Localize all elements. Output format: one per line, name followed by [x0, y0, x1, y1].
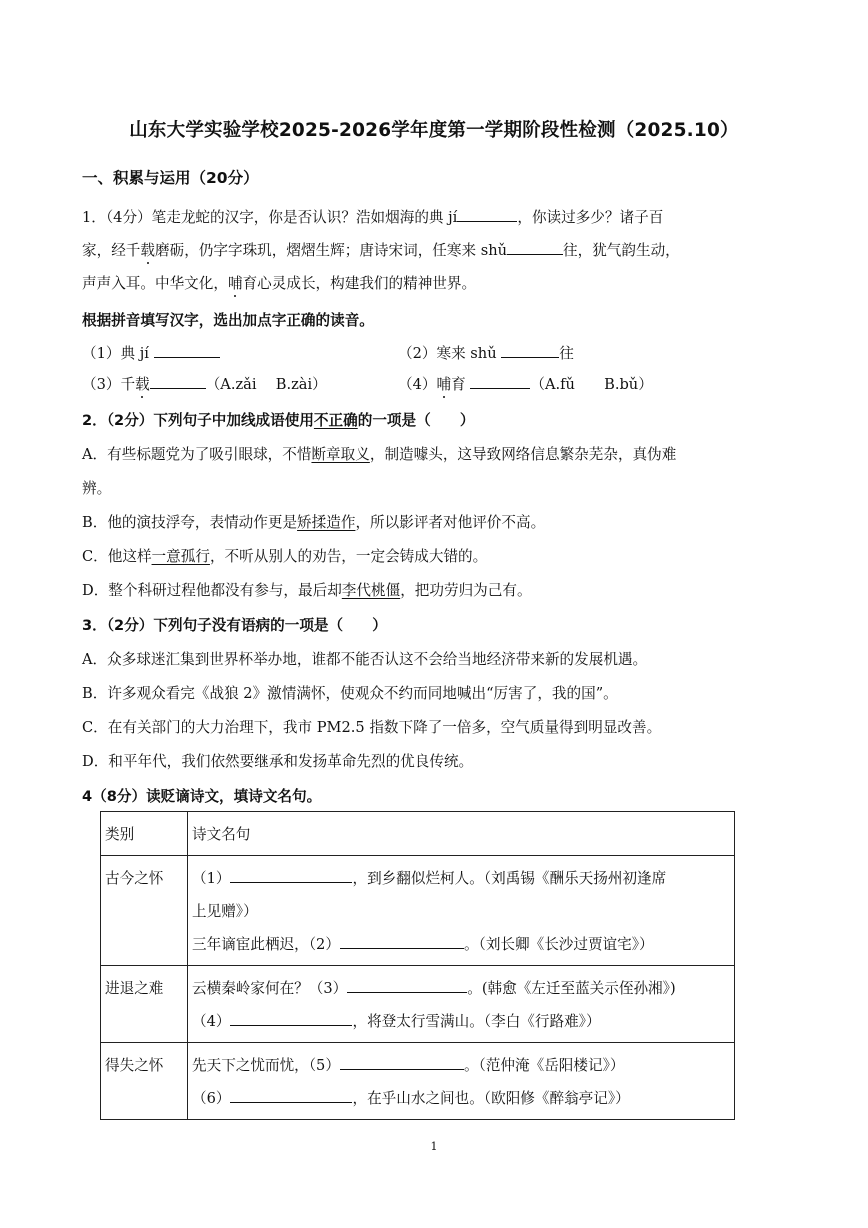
q3-option-d: D．和平年代，我们依然要继承和发扬革命先烈的优良传统。 [82, 753, 474, 770]
row-content [188, 966, 735, 1043]
sub-options: （A.zǎi B.zài） [205, 376, 327, 393]
poem-blank-4[interactable] [230, 1011, 352, 1026]
row-category: 古今之怀 [101, 856, 188, 966]
exam-title: 山东大学实验学校2025-2026学年度第一学期阶段性检测（2025.10） [129, 120, 739, 141]
q1-text: 磨砺，仍字字珠玑，熠熠生辉；唐诗宋词，任寒来 shǔ [155, 242, 507, 259]
option-text: ，制造噱头，这导致网络信息繁杂芜杂，真伪难 [369, 446, 677, 463]
sub1-blank[interactable] [154, 343, 220, 358]
sub-label: 往 [559, 345, 574, 362]
table-row [101, 856, 735, 966]
q2-stem-underlined: 不正确 [313, 412, 358, 429]
table-header-row [101, 812, 735, 856]
dotted-char: 哺 [227, 275, 243, 292]
poem-blank-6[interactable] [230, 1088, 352, 1103]
page-number: 1 [430, 1140, 438, 1153]
option-text: D．整个科研过程他都没有参与，最后却 [82, 582, 342, 599]
sub-label: （3）千 [82, 376, 136, 393]
option-text: A．有些标题党为了吸引眼球，不惜 [82, 446, 312, 463]
q2-option-a [82, 443, 792, 464]
poem-text: ，到乡翻似烂柯人。（刘禹锡《酬乐天扬州初逢席 [352, 870, 667, 887]
q1-text: 1．（4分）笔走龙蛇的汉字，你是否认识？浩如烟海的典 jí [82, 209, 458, 226]
poem-blank-3[interactable] [347, 978, 467, 993]
q1-sub-4 [398, 373, 718, 394]
q3-stem: 3．（2分）下列句子没有语病的一项是（ ） [82, 617, 387, 634]
row-content [188, 1043, 735, 1120]
poem-blank-5[interactable] [340, 1055, 464, 1070]
q1-blank-1[interactable] [457, 207, 517, 222]
sub4-blank[interactable] [470, 374, 530, 389]
q1-sub-3 [82, 373, 392, 394]
q2-option-c [82, 545, 792, 566]
sub-label: （2）寒来 shǔ [398, 345, 497, 362]
poem-text: 三年谪宦此栖迟，（2） [192, 936, 340, 953]
q2-stem-text: 2．（2分）下列句子中加线成语使用 [82, 412, 314, 429]
dotted-char: 哺 [436, 376, 452, 393]
header-category: 类别 [101, 812, 188, 856]
poem-text: 上见赠》） [192, 903, 258, 920]
q2-stem-text: 的一项是（ ） [357, 412, 475, 429]
poem-text: 先天下之忧而忧，（5） [192, 1057, 340, 1074]
q2-option-a-cont: 辨。 [82, 480, 112, 497]
poem-blank-1[interactable] [230, 868, 352, 883]
dotted-char: 载 [135, 376, 150, 393]
q2-stem [82, 409, 792, 430]
q1-line-2 [82, 239, 792, 260]
underlined-idiom: 一意孤行 [151, 548, 210, 565]
underlined-idiom: 断章取义 [311, 446, 370, 463]
sub-label: （4） [398, 376, 437, 393]
poem-text: （4） [192, 1013, 231, 1030]
poem-text: 。（刘长卿《长沙过贾谊宅》） [463, 936, 654, 953]
row-content [188, 856, 735, 966]
q4-stem: 4（8分）读贬谪诗文，填诗文名句。 [82, 788, 322, 805]
underlined-idiom: 李代桃僵 [341, 582, 401, 599]
sub-label: 育 [451, 376, 466, 393]
table-row [101, 966, 735, 1043]
q2-option-b [82, 511, 792, 532]
row-category: 得失之怀 [101, 1043, 188, 1120]
option-text: C．他这样 [82, 548, 152, 565]
option-text: B．他的演技浮夸，表情动作更是 [82, 514, 298, 531]
q1-line-1 [82, 206, 792, 227]
sub-label: （1）典 jí [82, 345, 149, 362]
row-category: 进退之难 [101, 966, 188, 1043]
q1-sub-1 [82, 342, 392, 363]
q1-text: 往，犹气韵生动， [563, 242, 680, 259]
header-content: 诗文名句 [188, 812, 735, 856]
poem-text: 。（范仲淹《岳阳楼记》） [463, 1057, 625, 1074]
q3-option-b: B．许多观众看完《战狼 2》激情满怀，使观众不约而同地喊出“厉害了，我的国”。 [82, 685, 618, 702]
poem-text: 云横秦岭家何在？（3） [192, 980, 348, 997]
option-text: ，所以影评者对他评价不高。 [355, 514, 546, 531]
sub-options: （A.fǔ B.bǔ） [530, 376, 653, 393]
q2-option-d [82, 579, 792, 600]
table-row [101, 1043, 735, 1120]
option-text: ，不听从别人的劝告，一定会铸成大错的。 [209, 548, 488, 565]
poem-text: 。(韩愈《左迁至蓝关示侄孙湘》) [467, 980, 676, 997]
q1-text: 声声入耳。中华文化， [82, 275, 228, 292]
q1-text: 育心灵成长，构建我们的精神世界。 [242, 275, 477, 292]
sub3-blank[interactable] [150, 374, 206, 389]
poem-text: ，将登太行雪满山。（李白《行路难》） [352, 1013, 601, 1030]
q1-instruction: 根据拼音填写汉字，选出加点字正确的读音。 [82, 312, 374, 329]
q1-text: ，你读过多少？诸子百 [517, 209, 664, 226]
section-heading: 一、积累与运用（20分） [82, 169, 259, 187]
sub2-blank[interactable] [501, 343, 559, 358]
q1-sub-2 [398, 342, 698, 363]
q3-option-a: A．众多球迷汇集到世界杯举办地，谁都不能否认这不会给当地经济带来新的发展机遇。 [82, 651, 648, 668]
q1-line-3 [82, 272, 792, 293]
q1-blank-2[interactable] [507, 240, 563, 255]
q1-text: 家，经千 [82, 242, 141, 259]
poem-text: ，在乎山水之间也。（欧阳修《醉翁亭记》） [352, 1090, 630, 1107]
poem-blank-2[interactable] [340, 934, 464, 949]
q3-option-c: C．在有关部门的大力治理下，我市 PM2.5 指数下降了一倍多，空气质量得到明显改善。 [82, 719, 662, 736]
poem-table [100, 811, 735, 1120]
poem-text: （6） [192, 1090, 231, 1107]
poem-text: （1） [192, 870, 231, 887]
underlined-idiom: 矫揉造作 [297, 514, 356, 531]
option-text: ，把功劳归为己有。 [400, 582, 532, 599]
dotted-char: 载 [140, 242, 155, 259]
